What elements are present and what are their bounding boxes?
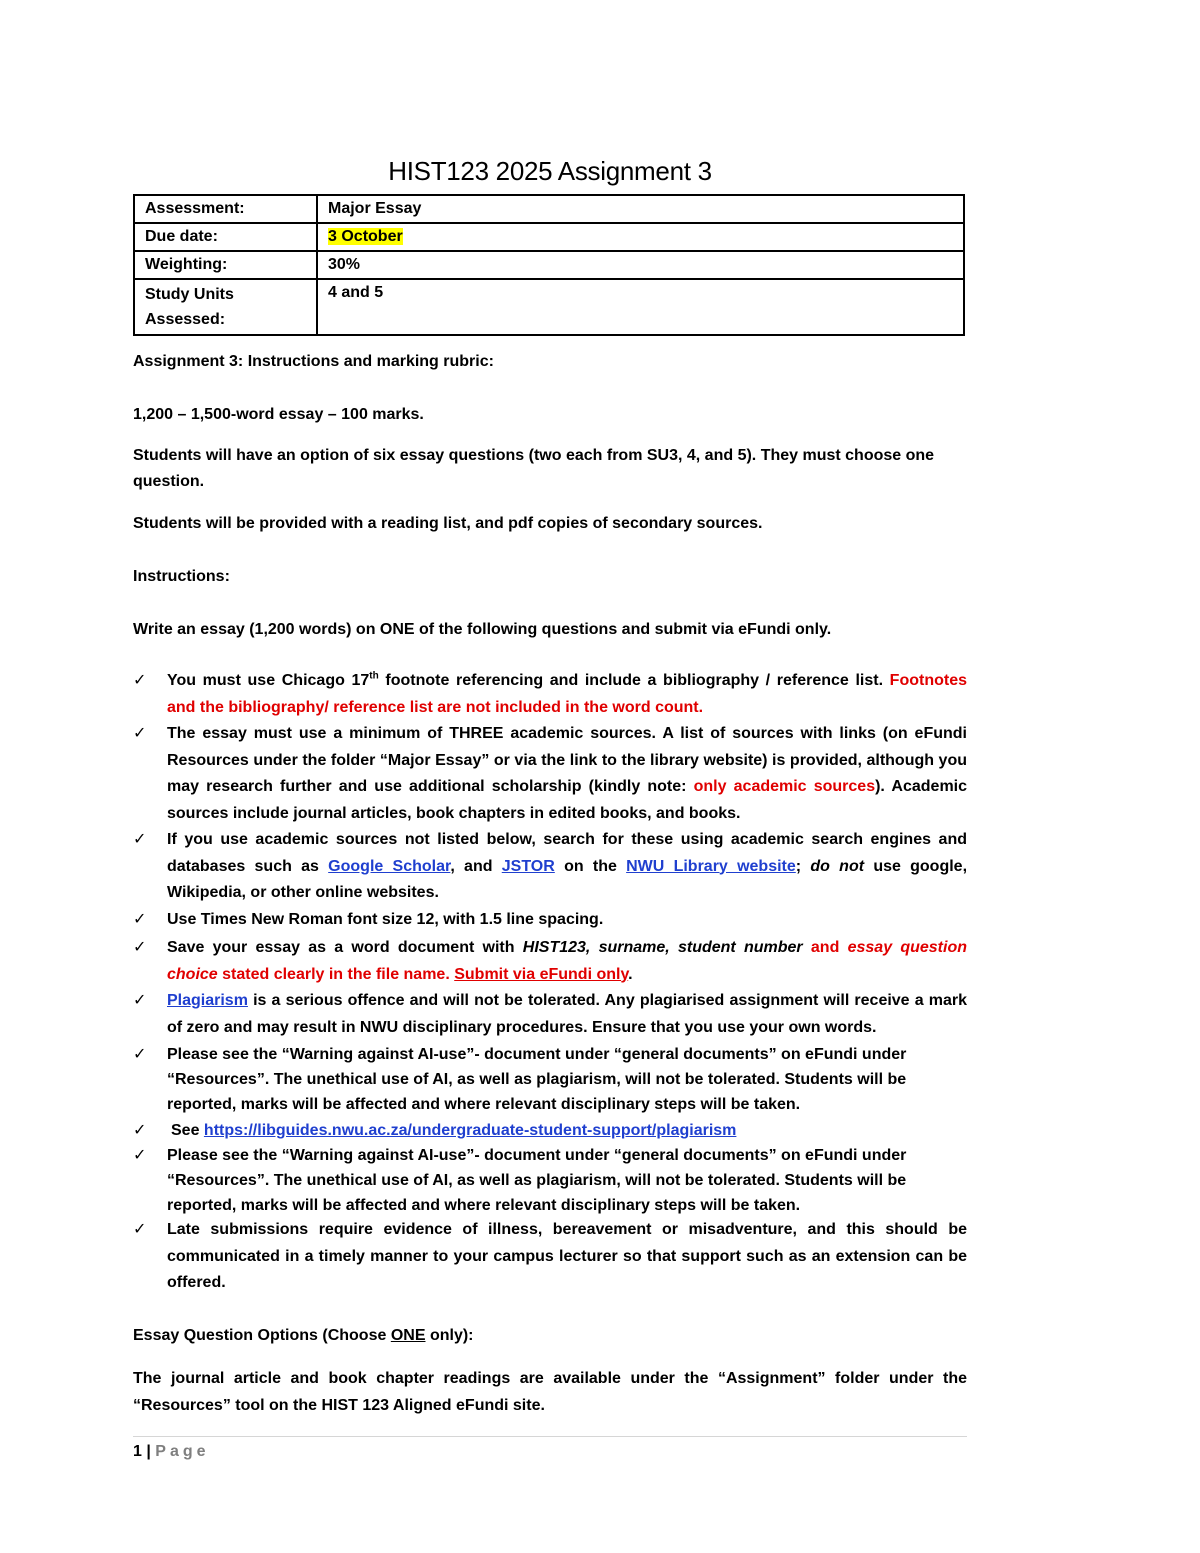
- list-item: ✓ The essay must use a minimum of THREE academic sources. A list of sources with links (on eFundi Resources under the folder “Major Essay” or via the link to the library website) is provided, although you may research further and use additional scholarship (kindly note: only academic sources). Academic sources include journal articles, book chapters in edited books, and books.: [133, 721, 967, 827]
- jstor-link[interactable]: JSTOR: [501, 857, 555, 875]
- checkmark-icon: ✓: [133, 725, 147, 742]
- list-item: ✓ Plagiarism is a serious offence and will not be tolerated. Any plagiarised assignment will receive a mark of zero and may result in NWU disciplinary procedures. Ensure that you use your own words.: [133, 988, 967, 1041]
- nwu-library-link[interactable]: NWU Library website: [626, 857, 796, 875]
- checkmark-icon: ✓: [133, 1122, 147, 1139]
- table-row: [134, 279, 964, 335]
- list-item: ✓ Please see the “Warning against AI-use”- document under “general documents” on eFundi under “Resources”. The unethical use of AI, as well as plagiarism, will not be tolerated. Students will be reported, marks will be affected and where relevant disciplinary steps will be taken.: [133, 1143, 967, 1218]
- footer-divider: [133, 1436, 967, 1437]
- table-value: Major Essay: [317, 195, 964, 223]
- readings-note: The journal article and book chapter readings are available under the “Assignment” folder under the “Resources” tool on the HIST 123 Aligned eFundi site.: [133, 1370, 967, 1414]
- checkmark-icon: ✓: [133, 1221, 147, 1238]
- assessment-info-table: [133, 194, 965, 336]
- checkmark-icon: ✓: [133, 939, 147, 956]
- page-footer: 1 | Page: [133, 1443, 210, 1460]
- list-item: ✓ You must use Chicago 17th footnote referencing and include a bibliography / reference list. Footnotes and the bibliography/ reference list are not included in the word count.: [133, 668, 967, 721]
- essay-options-heading: Essay Question Options (Choose ONE only):: [133, 1327, 474, 1344]
- submit-efundi-note: Submit via eFundi only: [454, 965, 629, 983]
- rubric-heading: Assignment 3: Instructions and marking rubric:: [133, 353, 494, 370]
- list-item: ✓ If you use academic sources not listed below, search for these using academic search engines and databases such as Google Scholar, and JSTOR on the NWU Library website; do not use google, Wikipedia, or other online websites.: [133, 827, 967, 907]
- checkmark-icon: ✓: [133, 672, 147, 689]
- table-label: Due date:: [134, 223, 317, 251]
- write-instruction: Write an essay (1,200 words) on ONE of the following questions and submit via eFundi only.: [133, 621, 832, 638]
- reading-paragraph: Students will be provided with a reading list, and pdf copies of secondary sources.: [133, 515, 763, 532]
- table-label: Assessment:: [134, 195, 317, 223]
- table-row: [134, 251, 964, 279]
- checkmark-icon: ✓: [133, 1147, 147, 1164]
- options-paragraph: Students will have an option of six essay questions (two each from SU3, 4, and 5). They must choose one question.: [133, 447, 935, 490]
- plagiarism-link[interactable]: Plagiarism: [167, 992, 248, 1009]
- table-row: [134, 195, 964, 223]
- checkmark-icon: ✓: [133, 992, 147, 1009]
- table-row: [134, 223, 964, 251]
- table-value: 30%: [317, 251, 964, 279]
- list-item: ✓ Save your essay as a word document with HIST123, surname, student number and essay question choice stated clearly in the file name. Submit via eFundi only.: [133, 935, 967, 988]
- google-scholar-link[interactable]: Google Scholar: [328, 857, 451, 875]
- libguides-link[interactable]: https://libguides.nwu.ac.za/undergraduate-student-support/plagiarism: [203, 1122, 737, 1139]
- table-label: Weighting:: [134, 251, 317, 279]
- list-item: ✓ Please see the “Warning against AI-use”- document under “general documents” on eFundi under “Resources”. The unethical use of AI, as well as plagiarism, will not be tolerated. Students will be reported, marks will be affected and where relevant disciplinary steps will be taken.: [133, 1042, 967, 1117]
- list-item: ✓ Use Times New Roman font size 12, with 1.5 line spacing.: [133, 907, 967, 934]
- table-value: 4 and 5: [317, 279, 964, 335]
- list-item: ✓ Late submissions require evidence of illness, bereavement or misadventure, and this should be communicated in a timely manner to your campus lecturer so that support such as an extension can be offered.: [133, 1217, 967, 1297]
- checkmark-icon: ✓: [133, 1046, 147, 1063]
- due-date-highlight: 3 October: [328, 228, 403, 245]
- red-note: Footnotes and the bibliography/ reference list are not included in the word count.: [167, 672, 967, 716]
- checkmark-icon: ✓: [133, 831, 147, 848]
- page-number: 1: [133, 1443, 142, 1460]
- instructions-heading: Instructions:: [133, 568, 230, 585]
- table-value: [317, 223, 964, 251]
- document-title: HIST123 2025 Assignment 3: [388, 156, 712, 186]
- list-item: ✓ See https://libguides.nwu.ac.za/undergraduate-student-support/plagiarism: [133, 1118, 967, 1143]
- page-label: Page: [155, 1443, 210, 1460]
- checkmark-icon: ✓: [133, 911, 147, 928]
- table-label: Study Units Assessed:: [134, 279, 317, 335]
- word-count-line: 1,200 – 1,500-word essay – 100 marks.: [133, 406, 424, 423]
